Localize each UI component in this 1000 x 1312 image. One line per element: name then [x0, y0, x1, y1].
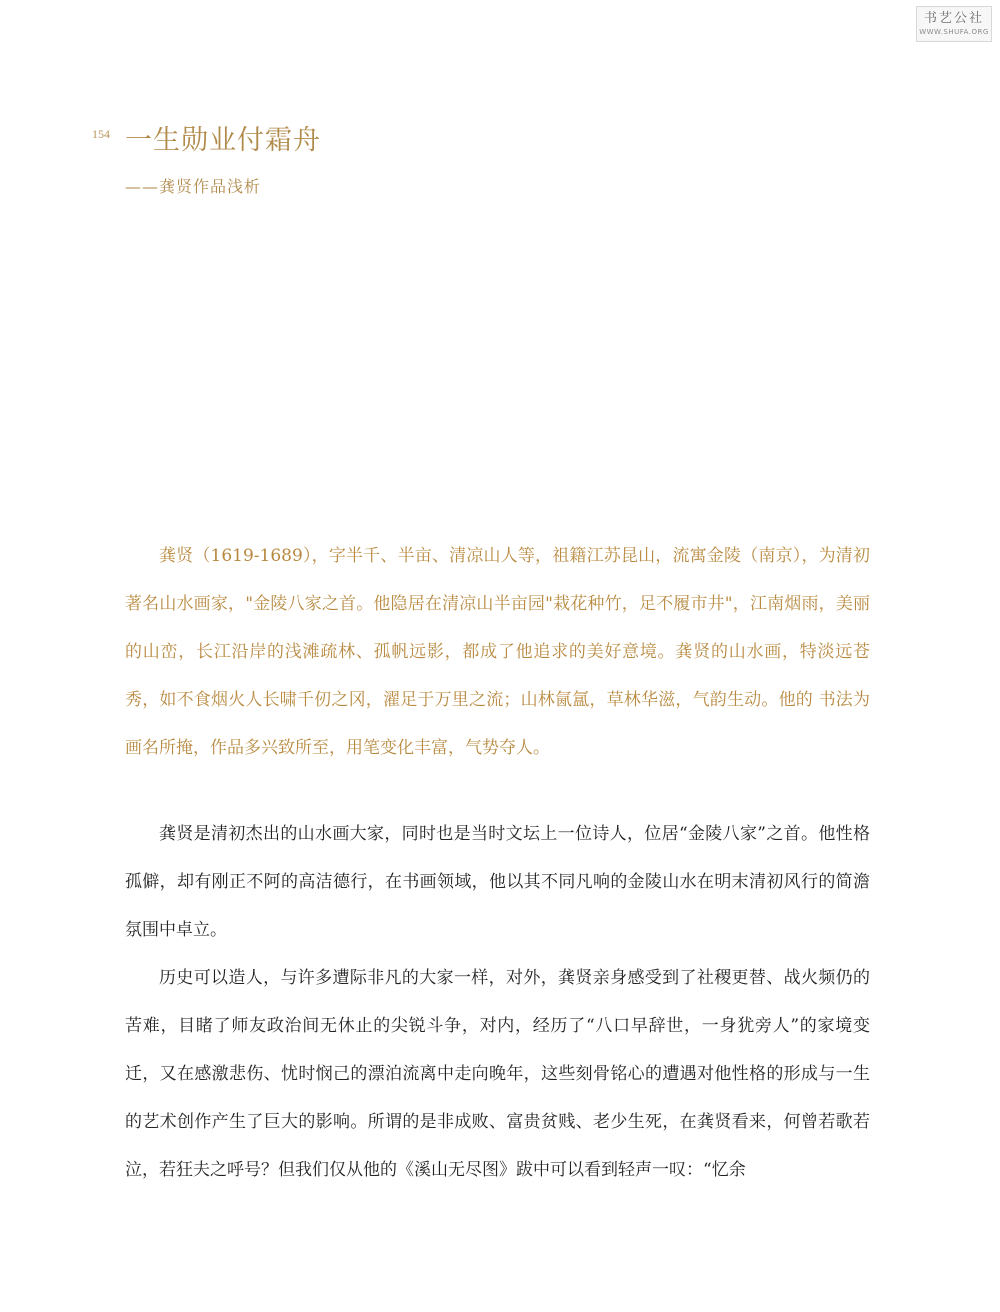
page-number: 154 — [92, 127, 110, 141]
page-title: 一生勋业付霜舟 — [125, 125, 321, 156]
body-paragraph-1: 龚贤是清初杰出的山水画大家，同时也是当时文坛上一位诗人，位居“金陵八家”之首。他性格孤僻，却有刚正不阿的高洁德行，在书画领域，他以其不同凡响的金陵山水在明末清初风行的简澹氛围中卓立。 — [125, 824, 870, 940]
watermark-url: WWW.SHUFA.ORG — [919, 28, 989, 36]
intro-paragraph: 龚贤（1619-1689），字半千、半亩、清凉山人等，祖籍江苏昆山，流寓金陵（南京），为清初著名山水画家，"金陵八家之首。他隐居在清凉山半亩园"栽花种竹，足不履市井"，江南烟雨，美丽的山峦，长江沿岸的浅滩疏林、孤帆远影，都成了他追求的美好意境。龚贤的山水画，特淡远苍秀，如不食烟火人长啸千仞之冈，濯足于万里之流；山林氤氲，草林华滋，气韵生动。他的 书法为画名所掩，作品多兴致所至，用笔变化丰富，气势夺人。 — [125, 546, 870, 758]
watermark-logo-text: 书艺公社 — [923, 11, 984, 26]
watermark-logo — [916, 6, 992, 42]
page-subtitle: ——龚贤作品浅析 — [125, 177, 262, 196]
body-paragraph-2: 历史可以造人，与许多遭际非凡的大家一样，对外，龚贤亲身感受到了社稷更替、战火频仍的苦难，目睹了师友政治间无休止的尖锐斗争，对内，经历了“八口早辞世，一身犹旁人”的家境变迁，又在感激悲伤、忧时悯己的漂泊流离中走向晚年，这些刻骨铭心的遭遇对他性格的形成与一生的艺术创作产生了巨大的影响。所谓的是非成败、富贵贫贱、老少生死，在龚贤看来，何曾若歌若泣，若狂夫之呼号？但我们仅从他的《溪山无尽图》跋中可以看到轻声一叹：“忆余 — [125, 968, 870, 1180]
